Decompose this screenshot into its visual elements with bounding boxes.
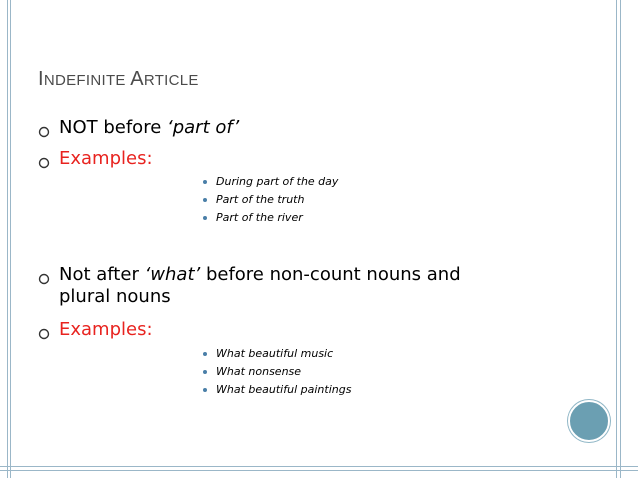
filled-dot-icon	[203, 352, 207, 356]
left-frame-line	[7, 0, 11, 478]
open-circle-icon	[38, 264, 56, 291]
slide-title	[38, 68, 199, 91]
bullet-examples-2	[38, 319, 153, 346]
examples-label: Examples:	[59, 148, 153, 169]
bullet-text: Not after ‘what’ before non-count nouns and plural nouns	[59, 264, 461, 307]
sub-bullet-example: What beautiful paintings	[203, 383, 351, 396]
circle-ornament	[568, 400, 610, 442]
filled-dot-icon	[203, 388, 207, 392]
sub-bullet-example: Part of the truth	[203, 193, 304, 206]
filled-dot-icon	[203, 370, 207, 374]
sub-bullet-example: What nonsense	[203, 365, 301, 378]
title-rest: NDEFINITE	[43, 72, 131, 89]
right-frame-line	[616, 0, 621, 478]
examples-label: Examples:	[59, 319, 153, 340]
filled-dot-icon	[203, 198, 207, 202]
bottom-frame-line	[0, 466, 638, 471]
title-rest: RTICLE	[143, 72, 199, 89]
bullet-not-before-part-of	[38, 117, 239, 144]
open-circle-icon	[38, 319, 56, 346]
open-circle-icon	[38, 117, 56, 144]
bullet-text: NOT before ‘part of’	[59, 117, 240, 138]
bullet-not-after-what	[38, 264, 461, 308]
sub-bullet-example: Part of the river	[203, 211, 303, 224]
open-circle-icon	[38, 148, 56, 175]
filled-dot-icon	[203, 180, 207, 184]
sub-bullet-example: During part of the day	[203, 175, 338, 188]
title-initial: A	[130, 68, 144, 90]
sub-bullet-example: What beautiful music	[203, 347, 333, 360]
filled-dot-icon	[203, 216, 207, 220]
title-initial: I	[38, 68, 44, 90]
bullet-examples-1	[38, 148, 153, 175]
